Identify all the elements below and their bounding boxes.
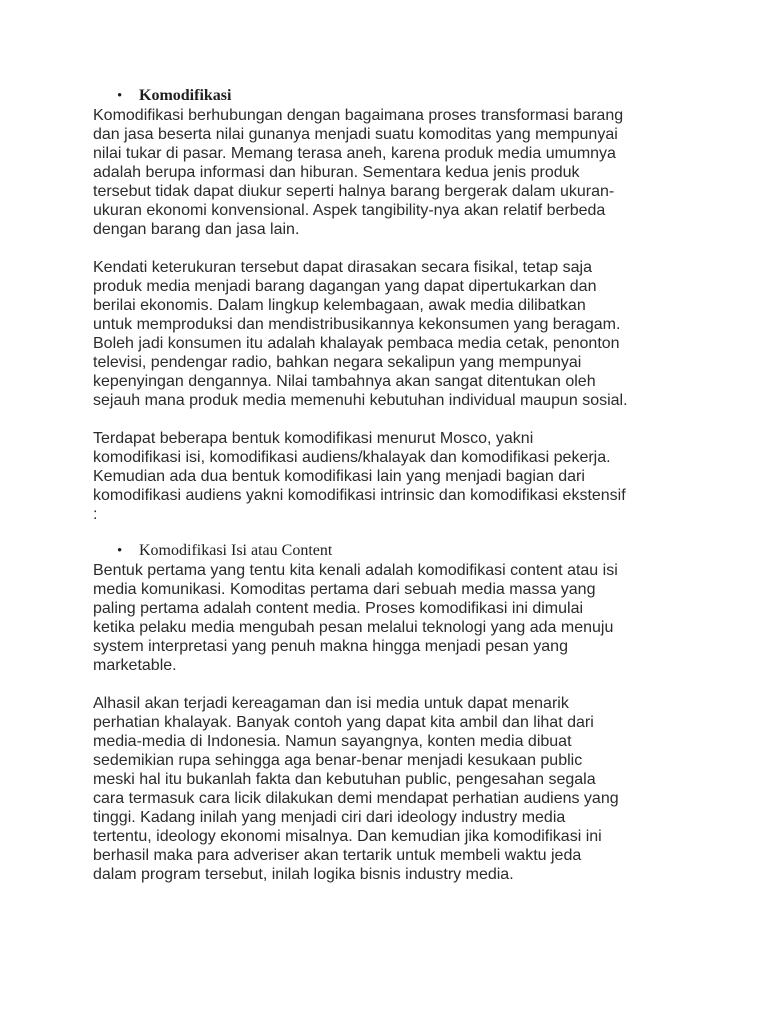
paragraph: Komodifikasi berhubungan dengan bagaimana proses transformasi barang dan jasa beserta nilai gunanya menjadi suatu komoditas yang mempunyai nilai tukar di pasar. Memang terasa aneh, karena produk media umumnya adalah berupa informasi dan hiburan. Sementara kedua jenis produk tersebut tidak dapat diukur seperti halnya barang bergerak dalam ukuran- ukuran ekonomi konvensional. Aspek tangibility-nya akan relatif berbeda dengan barang dan jasa lain. xyxy=(93,107,624,238)
document-page xyxy=(93,86,713,884)
paragraph: Terdapat beberapa bentuk komodifikasi menurut Mosco, yakni komodifikasi isi, komodifikasi audiens/khalayak dan komodifikasi pekerja. Kemudian ada dua bentuk komodifikasi lain yang menjadi bagian dari komodifikasi audiens yakni komodifikasi intrinsic dan komodifikasi ekstensif : xyxy=(93,430,626,523)
bullet-icon: • xyxy=(117,88,123,104)
heading-text: Komodifikasi xyxy=(139,87,232,104)
heading-text: Komodifikasi Isi atau Content xyxy=(139,542,333,559)
paragraph: Kendati keterukuran tersebut dapat dirasakan secara fisikal, tetap saja produk media menjadi barang dagangan yang dapat dipertukarkan dan berilai ekonomis. Dalam lingkup kelembagaan, awak media dilibatkan untuk memproduksi dan mendistribusikannya kekonsumen yang beragam. Boleh jadi konsumen itu adalah khalayak pembaca media cetak, penonton televisi, pendengar radio, bahkan negara sekalipun yang mempunyai kepenyingan dengannya. Nilai tambahnya akan sangat ditentukan oleh sejauh mana produk media memenuhi kebutuhan individual maupun sosial. xyxy=(93,259,628,409)
bullet-icon: • xyxy=(117,543,123,559)
section-heading-komodifikasi xyxy=(93,86,713,106)
paragraph: Bentuk pertama yang tentu kita kenali adalah komodifikasi content atau isi media komunikasi. Komoditas pertama dari sebuah media massa yang paling pertama adalah content media. Proses komodifikasi ini dimulai ketika pelaku media mengubah pesan melalui teknologi yang ada menuju system interpretasi yang penuh makna hingga menjadi pesan yang marketable. xyxy=(93,562,618,674)
paragraph: Alhasil akan terjadi kereagaman dan isi media untuk dapat menarik perhatian khalayak. Banyak contoh yang dapat kita ambil dan lihat dari media-media di Indonesia. Namun sayangnya, konten media dibuat sedemikian rupa sehingga aga benar-benar menjadi kesukaan public meski hal itu bukanlah fakta dan kebutuhan public, pengesahan segala cara termasuk cara licik dilakukan demi mendapat perhatian audiens yang tinggi. Kadang inilah yang menjadi ciri dari ideology industry media tertentu, ideology ekonomi misalnya. Dan kemudian jika komodifikasi ini berhasil maka para adveriser akan tertarik untuk membeli waktu jeda dalam program tersebut, inilah logika bisnis industry media. xyxy=(93,695,619,883)
section-heading-komodifikasi-isi xyxy=(93,541,713,561)
